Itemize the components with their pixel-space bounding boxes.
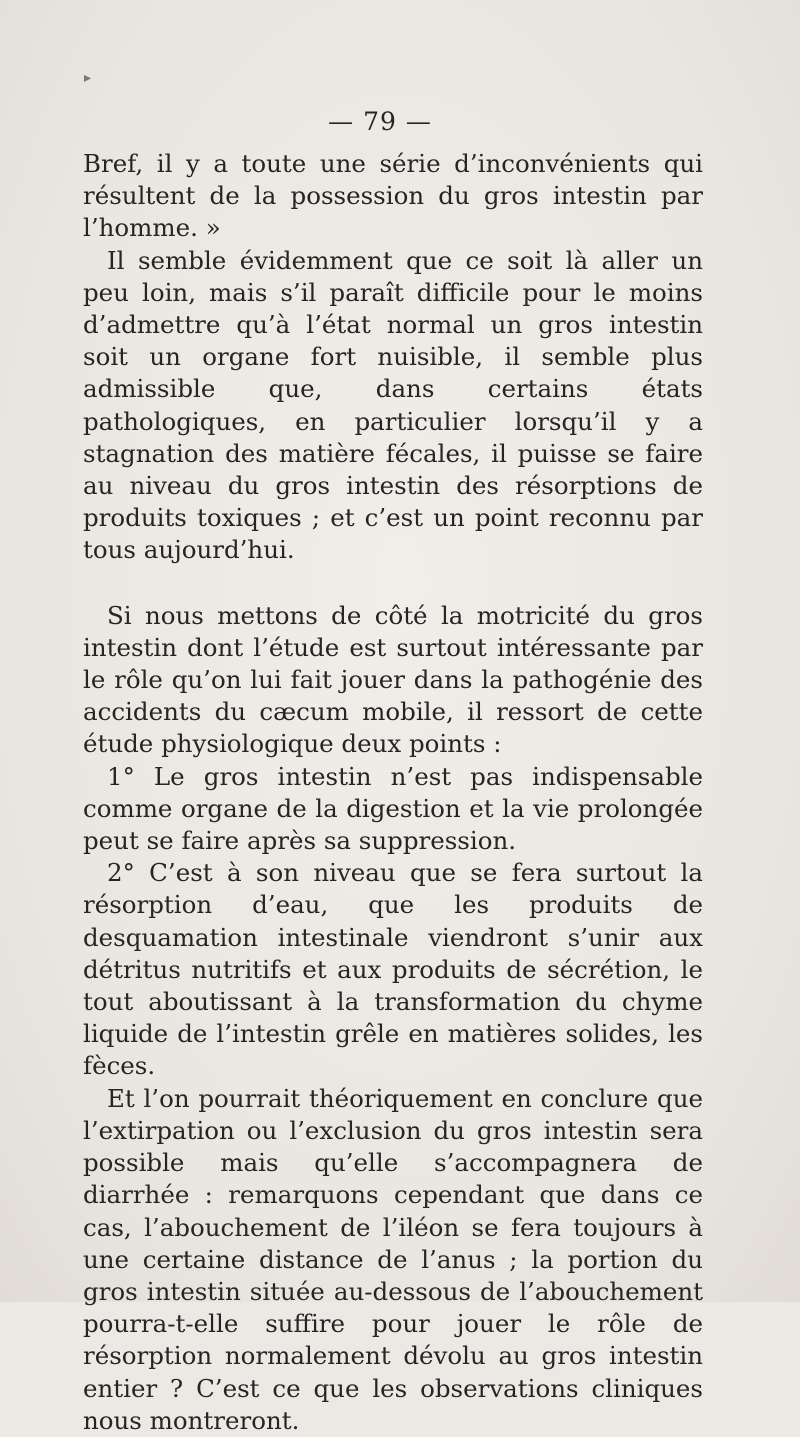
body-text — [83, 148, 703, 1437]
paragraph-2: Il semble évidemment que ce soit là aller un peu loin, mais s’il paraît difficile pour le moins d’admettre qu’à l’état normal un gros intestin soit un organe fort nuisible, il semble plus admissible que, dans certains états pathologiques, en particulier lorsqu’il y a stagnation des matière fécales, il puisse se faire au niveau du gros intestin des résorptions de produits toxiques ; et c’est un point reconnu par tous aujourd’hui. — [83, 245, 703, 565]
paragraph-3: Si nous mettons de côté la motricité du gros intestin dont l’étude est surtout intéressante par le rôle qu’on lui fait jouer dans la pathogénie des accidents du cæcum mobile, il ressort de cette étude physiologique deux points : — [83, 600, 703, 759]
paragraph-1: Bref, il y a toute une série d’inconvénients qui résultent de la possession du gros intestin par l’homme. » — [83, 149, 703, 243]
paragraph-4: 1° Le gros intestin n’est pas indispensable comme organe de la digestion et la vie prolongée peut se faire après sa suppression. — [83, 761, 703, 856]
paragraph-6: Et l’on pourrait théoriquement en conclure que l’extirpation ou l’exclusion du gros intestin sera possible mais qu’elle s’accompagnera de diarrhée : remarquons cependant que dans ce cas, l’abouchement de l’iléon se fera toujours à une certaine distance de l’anus ; la portion du gros intestin située au-dessous de l’abouchement pourra-t-elle suffire pour jouer le rôle de résorption normalement dévolu au gros intestin entier ? C’est ce que les observations cliniques nous montreront. — [83, 1083, 703, 1435]
page-speck: ▸ — [84, 70, 92, 86]
page-number: — 79 — — [328, 107, 432, 136]
paragraph-5: 2° C’est à son niveau que se fera surtout la résorption d’eau, que les produits de desquamation intestinale viendront s’unir aux détritus nutritifs et aux produits de sécrétion, le tout aboutissant à la transformation du chyme liquide de l’intestin grêle en matières solides, les fèces. — [83, 858, 703, 1081]
